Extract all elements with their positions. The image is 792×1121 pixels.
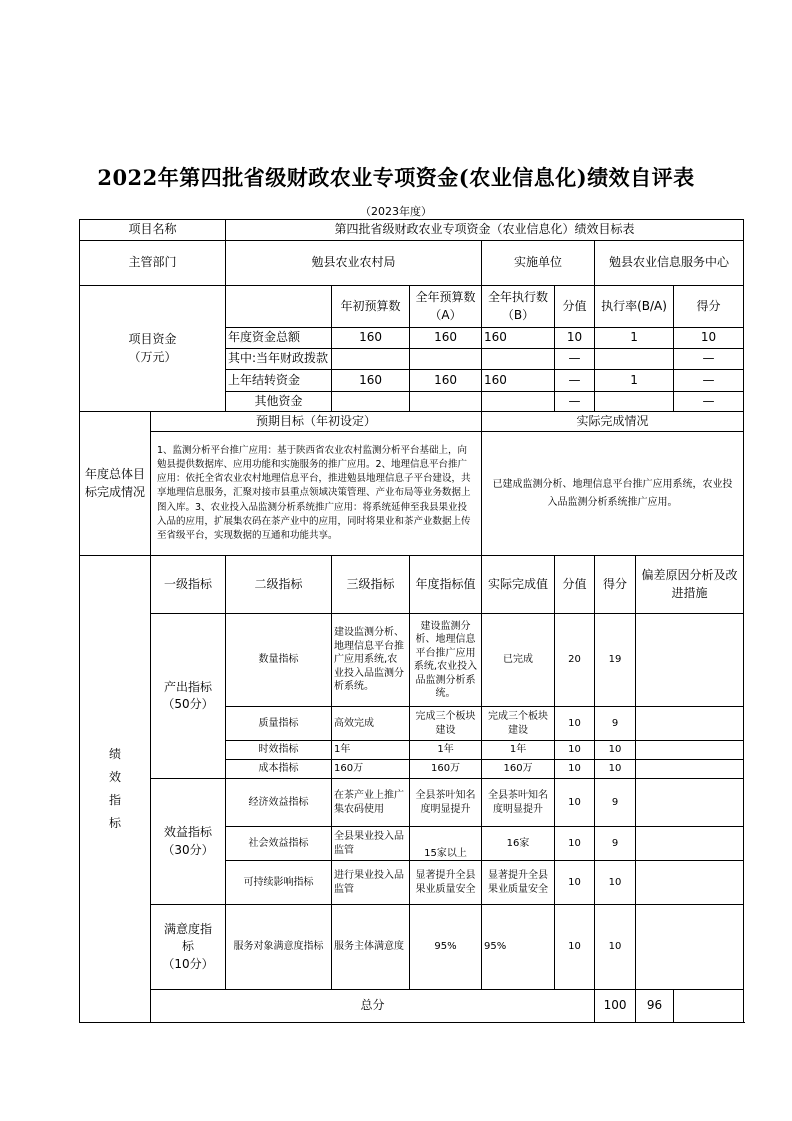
indicator-score: 10 [595, 905, 636, 990]
satisfaction-indicators-label [151, 905, 226, 990]
funds-row-name: 其他资金 [226, 392, 332, 412]
satisfaction-label: 满意度指标 [164, 921, 213, 954]
indicator-level3: 160万 [332, 760, 410, 779]
funds-header-executed: 全年执行数（B） [482, 286, 555, 328]
output-indicators-label [151, 614, 226, 779]
indicator-actual: 160万 [482, 760, 555, 779]
funds-header-initial: 年初预算数 [332, 286, 410, 328]
project-name-label: 项目名称 [80, 220, 226, 241]
funds-row-score-value: — [555, 349, 595, 370]
indicator-deviation [636, 760, 744, 779]
indicator-level3: 全县果业投入品监管 [332, 827, 410, 861]
funds-header-annual: 全年预算数（A） [410, 286, 482, 328]
expected-goals-header: 预期目标（年初设定） [151, 412, 482, 432]
indicator-target: 建设监测分析、地理信息平台推广应用系统,农业投入品监测分析系统。 [410, 614, 482, 707]
indicator-deviation [636, 827, 744, 861]
funds-row-rate: 1 [595, 370, 674, 392]
indicator-row [80, 779, 744, 827]
indicator-deviation [636, 741, 744, 760]
indicator-actual: 显著提升全县果业质量安全 [482, 861, 555, 905]
indicator-score: 9 [595, 707, 636, 741]
header-level1: 一级指标 [151, 556, 226, 614]
dept-label: 主管部门 [80, 241, 226, 286]
funds-row-score-value: — [555, 392, 595, 412]
funds-row-name: 其中:当年财政拨款 [226, 349, 332, 370]
impl-value: 勉县农业信息服务中心 [595, 241, 744, 286]
header-score-value: 分值 [555, 556, 595, 614]
indicators-side-label [80, 556, 151, 1023]
benefit-label: 效益指标 [164, 825, 213, 840]
indicator-row [80, 614, 744, 707]
total-score-value: 100 [595, 990, 636, 1023]
funds-row-annual: 160 [410, 370, 482, 392]
header-deviation: 偏差原因分析及改进措施 [636, 556, 744, 614]
indicator-score: 10 [595, 861, 636, 905]
benefit-indicators-label [151, 779, 226, 905]
indicator-score-value: 10 [555, 741, 595, 760]
satisfaction-points: （10分） [162, 956, 214, 971]
indicator-target: 160万 [410, 760, 482, 779]
indicator-score-value: 10 [555, 827, 595, 861]
report-year: （2023年度） [360, 205, 432, 218]
indicator-score: 19 [595, 614, 636, 707]
funds-row-executed: 160 [482, 328, 555, 349]
actual-completion-header: 实际完成情况 [482, 412, 744, 432]
indicator-score: 10 [595, 741, 636, 760]
indicator-score: 9 [595, 779, 636, 827]
funds-row-rate [595, 392, 674, 412]
funds-header-score-value: 分值 [555, 286, 595, 328]
impl-label: 实施单位 [482, 241, 595, 286]
indicator-deviation [636, 707, 744, 741]
funds-row-annual [410, 392, 482, 412]
funds-row-rate: 1 [595, 328, 674, 349]
indicator-target: 15家以上 [410, 827, 482, 861]
funds-row-executed [482, 349, 555, 370]
indicator-level2: 数量指标 [226, 614, 332, 707]
indicator-score-value: 10 [555, 861, 595, 905]
indicator-deviation [636, 614, 744, 707]
indicator-level3: 进行果业投入品监管 [332, 861, 410, 905]
indicator-score-value: 10 [555, 779, 595, 827]
indicator-score-value: 20 [555, 614, 595, 707]
indicator-target: 95% [410, 905, 482, 990]
funds-row-initial: 160 [332, 370, 410, 392]
funds-row-score: — [674, 392, 744, 412]
indicator-score-value: 10 [555, 760, 595, 779]
indicator-level2: 服务对象满意度指标 [226, 905, 332, 990]
funds-row-score-value: 10 [555, 328, 595, 349]
indicator-actual: 已完成 [482, 614, 555, 707]
indicator-score: 10 [595, 760, 636, 779]
indicator-level3: 1年 [332, 741, 410, 760]
annual-goals-label: 年度总体目标完成情况 [80, 412, 151, 556]
header-level3: 三级指标 [332, 556, 410, 614]
actual-completion-text: 已建成监测分析、地理信息平台推广应用系统，农业投入品监测分析系统推广应用。 [482, 432, 744, 556]
indicator-score-value: 10 [555, 707, 595, 741]
header-actual: 实际完成值 [482, 556, 555, 614]
funds-row-annual: 160 [410, 328, 482, 349]
indicator-actual: 全县茶叶知名度明显提升 [482, 779, 555, 827]
header-level2: 二级指标 [226, 556, 332, 614]
funds-row-score: — [674, 349, 744, 370]
benefit-points: （30分） [162, 842, 214, 857]
funds-header-score: 得分 [674, 286, 744, 328]
funds-row-score-value: — [555, 370, 595, 392]
expected-goals-text: 1、监测分析平台推广应用：基于陕西省农业农村监测分析平台基础上，向勉县提供数据库、应用功能和实施服务的推广应用。2、地理信息平台推广应用：依托全省农业农村地理信息平台，推进勉县地理信息子平台建设，共享地理信息服务，汇聚对接市县重点领域决策管理、产业布局等业务数据上图入库。3、农业投入品监测分析系统推广应用：将系统延伸至我县果业投入品的应用，扩展集农码在茶产业中的应用，同时将果业和茶产业数据上传至省级平台，实现数据的互通和功能共享。 [151, 432, 482, 556]
total-score: 96 [636, 990, 674, 1023]
indicator-level3: 建设监测分析、地理信息平台推广应用系统,农业投入品监测分析系统。 [332, 614, 410, 707]
dept-value: 勉县农业农村局 [226, 241, 482, 286]
funds-row-executed: 160 [482, 370, 555, 392]
indicator-target: 显著提升全县果业质量安全 [410, 861, 482, 905]
funds-row-name: 上年结转资金 [226, 370, 332, 392]
indicator-actual: 16家 [482, 827, 555, 861]
indicator-level2: 社会效益指标 [226, 827, 332, 861]
funds-row-initial [332, 392, 410, 412]
page-title: 2022年第四批省级财政农业专项资金(农业信息化)绩效自评表 [97, 165, 695, 190]
total-deviation [674, 990, 744, 1023]
indicator-actual: 95% [482, 905, 555, 990]
indicator-target: 完成三个板块建设 [410, 707, 482, 741]
funds-row-name: 年度资金总额 [226, 328, 332, 349]
funds-header-blank [226, 286, 332, 328]
funds-row-initial [332, 349, 410, 370]
funds-row-score: 10 [674, 328, 744, 349]
indicator-level3: 高效完成 [332, 707, 410, 741]
indicator-level2: 时效指标 [226, 741, 332, 760]
output-label: 产出指标 [164, 679, 213, 694]
indicator-actual: 完成三个板块建设 [482, 707, 555, 741]
indicators-side-label-text: 绩效指标 [108, 747, 121, 830]
indicator-actual: 1年 [482, 741, 555, 760]
output-points: （50分） [162, 697, 214, 711]
indicator-score: 9 [595, 827, 636, 861]
indicator-level2: 质量指标 [226, 707, 332, 741]
indicator-deviation [636, 779, 744, 827]
funds-row-rate [595, 349, 674, 370]
funds-label-line1: 项目资金 [128, 332, 177, 347]
funds-header-rate: 执行率(B/A) [595, 286, 674, 328]
header-target: 年度指标值 [410, 556, 482, 614]
funds-row-executed [482, 392, 555, 412]
funds-label-line2: （万元） [128, 349, 177, 364]
indicator-level3: 服务主体满意度 [332, 905, 410, 990]
indicator-level3: 在茶产业上推广集农码使用 [332, 779, 410, 827]
funds-row-score: — [674, 370, 744, 392]
indicator-target: 1年 [410, 741, 482, 760]
indicator-deviation [636, 861, 744, 905]
indicator-score-value: 10 [555, 905, 595, 990]
funds-label [80, 286, 226, 412]
project-name-value: 第四批省级财政农业专项资金（农业信息化）绩效目标表 [226, 220, 744, 241]
indicator-level2: 可持续影响指标 [226, 861, 332, 905]
indicator-level2: 经济效益指标 [226, 779, 332, 827]
indicator-level2: 成本指标 [226, 760, 332, 779]
total-label: 总分 [151, 990, 595, 1023]
indicator-deviation [636, 905, 744, 990]
funds-row-annual [410, 349, 482, 370]
header-score: 得分 [595, 556, 636, 614]
indicator-row [80, 905, 744, 990]
indicator-target: 全县茶叶知名度明显提升 [410, 779, 482, 827]
funds-row-initial: 160 [332, 328, 410, 349]
self-evaluation-table [79, 219, 744, 1023]
